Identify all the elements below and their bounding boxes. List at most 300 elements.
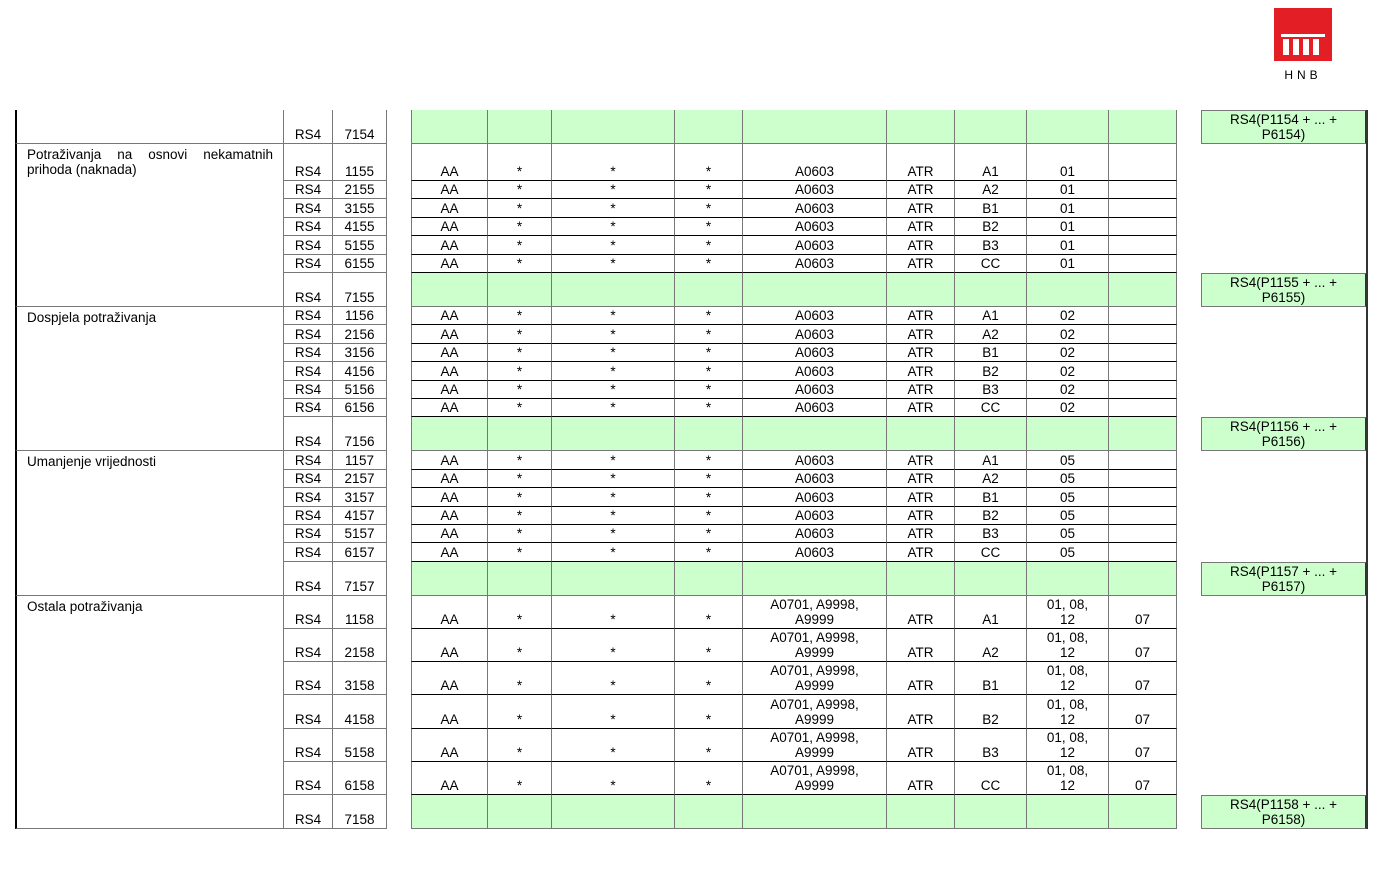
code-cell: 4158 <box>332 695 387 728</box>
star-2-cell: * <box>551 629 674 662</box>
atr-cell: ATR <box>886 381 954 399</box>
star-1-cell: * <box>487 362 551 380</box>
star-2-cell: * <box>551 399 674 417</box>
sector-cell: B2 <box>954 695 1026 728</box>
row-label <box>15 110 283 144</box>
star-2-cell: * <box>551 525 674 543</box>
sector-cell: B1 <box>954 199 1026 217</box>
instrument-cell: A0603 <box>742 399 886 417</box>
type-cell: AA <box>411 255 487 273</box>
atr-cell: ATR <box>886 596 954 629</box>
star-2-cell: * <box>551 507 674 525</box>
star-3-cell: * <box>674 381 742 399</box>
code-cell: 4156 <box>332 362 387 380</box>
type-cell: AA <box>411 236 487 254</box>
star-3-cell: * <box>674 307 742 325</box>
star-2-cell: * <box>551 218 674 236</box>
code-cell: 01, 08, 12 <box>1026 695 1108 728</box>
rs-cell: RS4 <box>283 507 332 525</box>
star-3-cell: * <box>674 218 742 236</box>
star-2-cell <box>551 417 674 451</box>
star-1-cell: * <box>487 218 551 236</box>
sector-cell: CC <box>954 543 1026 561</box>
sector-cell: A2 <box>954 629 1026 662</box>
rs-cell: RS4 <box>283 596 332 629</box>
extra-cell <box>1108 307 1177 325</box>
star-3-cell: * <box>674 662 742 695</box>
star-2-cell: * <box>551 596 674 629</box>
code-cell: 05 <box>1026 470 1108 488</box>
code-cell: 1156 <box>332 307 387 325</box>
rs-cell: RS4 <box>283 695 332 728</box>
instrument-cell <box>742 417 886 451</box>
atr-cell: ATR <box>886 662 954 695</box>
type-cell: AA <box>411 762 487 795</box>
extra-cell: 07 <box>1108 662 1177 695</box>
code-cell: 3157 <box>332 488 387 506</box>
star-1-cell: * <box>487 144 551 181</box>
star-1-cell: * <box>487 629 551 662</box>
extra-cell <box>1108 255 1177 273</box>
star-3-cell <box>674 562 742 596</box>
type-cell: AA <box>411 662 487 695</box>
star-1-cell: * <box>487 381 551 399</box>
type-cell: AA <box>411 362 487 380</box>
instrument-cell: A0603 <box>742 325 886 343</box>
rs-cell: RS4 <box>283 218 332 236</box>
star-1-cell: * <box>487 470 551 488</box>
star-3-cell: * <box>674 507 742 525</box>
sector-cell <box>954 795 1026 829</box>
sector-cell <box>954 110 1026 144</box>
code-cell: 7154 <box>332 110 387 144</box>
atr-cell: ATR <box>886 344 954 362</box>
star-3-cell: * <box>674 362 742 380</box>
atr-cell: ATR <box>886 181 954 199</box>
star-1-cell: * <box>487 543 551 561</box>
extra-cell: 07 <box>1108 729 1177 762</box>
extra-cell <box>1108 218 1177 236</box>
code-cell: 05 <box>1026 488 1108 506</box>
atr-cell: ATR <box>886 507 954 525</box>
atr-cell: ATR <box>886 488 954 506</box>
rs-cell: RS4 <box>283 629 332 662</box>
rs-cell: RS4 <box>283 255 332 273</box>
extra-cell <box>1108 199 1177 217</box>
code-cell: 01 <box>1026 199 1108 217</box>
instrument-cell: A0603 <box>742 218 886 236</box>
rs-cell: RS4 <box>283 362 332 380</box>
sector-cell: A2 <box>954 181 1026 199</box>
star-3-cell <box>674 273 742 307</box>
star-2-cell <box>551 273 674 307</box>
atr-cell: ATR <box>886 325 954 343</box>
type-cell: AA <box>411 199 487 217</box>
star-2-cell: * <box>551 662 674 695</box>
type-cell <box>411 273 487 307</box>
star-1-cell: * <box>487 344 551 362</box>
type-cell: AA <box>411 729 487 762</box>
code-cell: 1157 <box>332 451 387 469</box>
code-cell: 05 <box>1026 525 1108 543</box>
atr-cell: ATR <box>886 451 954 469</box>
atr-cell <box>886 110 954 144</box>
code-cell: 01 <box>1026 144 1108 181</box>
star-3-cell <box>674 795 742 829</box>
star-2-cell: * <box>551 344 674 362</box>
rs-cell: RS4 <box>283 236 332 254</box>
code-cell: 05 <box>1026 543 1108 561</box>
extra-cell <box>1108 488 1177 506</box>
star-3-cell: * <box>674 144 742 181</box>
type-cell: AA <box>411 629 487 662</box>
rs-cell: RS4 <box>283 562 332 596</box>
atr-cell: ATR <box>886 236 954 254</box>
extra-cell <box>1108 362 1177 380</box>
instrument-cell: A0701, A9998, A9999 <box>742 695 886 728</box>
extra-cell <box>1108 144 1177 181</box>
star-1-cell <box>487 417 551 451</box>
code-cell: 01 <box>1026 255 1108 273</box>
star-1-cell: * <box>487 181 551 199</box>
star-3-cell: * <box>674 488 742 506</box>
rs-cell: RS4 <box>283 381 332 399</box>
code-cell: 01, 08, 12 <box>1026 729 1108 762</box>
extra-cell <box>1108 525 1177 543</box>
instrument-cell: A0603 <box>742 344 886 362</box>
sector-cell: A1 <box>954 451 1026 469</box>
rs-cell: RS4 <box>283 273 332 307</box>
code-cell: 3158 <box>332 662 387 695</box>
star-1-cell: * <box>487 729 551 762</box>
instrument-cell <box>742 562 886 596</box>
extra-cell <box>1108 470 1177 488</box>
instrument-cell: A0701, A9998, A9999 <box>742 729 886 762</box>
rs-cell: RS4 <box>283 417 332 451</box>
rs-cell: RS4 <box>283 144 332 181</box>
rs-cell: RS4 <box>283 199 332 217</box>
sector-cell: B2 <box>954 362 1026 380</box>
rs-cell: RS4 <box>283 795 332 829</box>
extra-cell <box>1108 417 1177 451</box>
rs-cell: RS4 <box>283 344 332 362</box>
atr-cell: ATR <box>886 762 954 795</box>
code-cell: 01, 08, 12 <box>1026 762 1108 795</box>
star-3-cell: * <box>674 325 742 343</box>
rs-cell: RS4 <box>283 399 332 417</box>
atr-cell: ATR <box>886 525 954 543</box>
atr-cell: ATR <box>886 199 954 217</box>
instrument-cell: A0603 <box>742 181 886 199</box>
instrument-cell <box>742 110 886 144</box>
type-cell: AA <box>411 596 487 629</box>
extra-cell <box>1108 325 1177 343</box>
star-1-cell: * <box>487 399 551 417</box>
formula-cell: RS4(P1158 + ... + P6158) <box>1201 795 1367 829</box>
star-1-cell: * <box>487 451 551 469</box>
instrument-cell: A0603 <box>742 525 886 543</box>
extra-cell <box>1108 795 1177 829</box>
type-cell: AA <box>411 525 487 543</box>
type-cell: AA <box>411 399 487 417</box>
code-cell: 7157 <box>332 562 387 596</box>
star-3-cell: * <box>674 236 742 254</box>
code-cell: 02 <box>1026 325 1108 343</box>
star-1-cell <box>487 795 551 829</box>
star-2-cell <box>551 110 674 144</box>
atr-cell: ATR <box>886 695 954 728</box>
rs-cell: RS4 <box>283 525 332 543</box>
atr-cell: ATR <box>886 307 954 325</box>
star-1-cell: * <box>487 255 551 273</box>
type-cell: AA <box>411 470 487 488</box>
atr-cell: ATR <box>886 729 954 762</box>
star-3-cell: * <box>674 596 742 629</box>
instrument-cell: A0603 <box>742 488 886 506</box>
code-cell: 01 <box>1026 236 1108 254</box>
formula-cell: RS4(P1156 + ... + P6156) <box>1201 417 1367 451</box>
logo-text: HNB <box>1284 68 1322 82</box>
atr-cell <box>886 273 954 307</box>
star-3-cell: * <box>674 181 742 199</box>
row-label: Potraživanja na osnovi nekamatnih prihoda (naknada) <box>15 144 283 307</box>
code-cell: 2157 <box>332 470 387 488</box>
row-label: Ostala potraživanja <box>15 596 283 829</box>
instrument-cell: A0603 <box>742 307 886 325</box>
code-cell: 2158 <box>332 629 387 662</box>
hnb-logo <box>1274 8 1332 61</box>
code-cell: 01 <box>1026 181 1108 199</box>
type-cell <box>411 795 487 829</box>
code-cell <box>1026 417 1108 451</box>
star-3-cell <box>674 110 742 144</box>
instrument-cell <box>742 795 886 829</box>
sector-cell: B3 <box>954 236 1026 254</box>
instrument-cell: A0701, A9998, A9999 <box>742 596 886 629</box>
star-3-cell: * <box>674 199 742 217</box>
instrument-cell: A0701, A9998, A9999 <box>742 762 886 795</box>
rs-cell: RS4 <box>283 729 332 762</box>
code-cell: 7156 <box>332 417 387 451</box>
star-3-cell: * <box>674 451 742 469</box>
star-3-cell: * <box>674 695 742 728</box>
type-cell: AA <box>411 695 487 728</box>
code-cell: 01 <box>1026 218 1108 236</box>
star-3-cell: * <box>674 543 742 561</box>
extra-cell: 07 <box>1108 596 1177 629</box>
code-cell: 6157 <box>332 543 387 561</box>
star-3-cell: * <box>674 729 742 762</box>
sector-cell: A1 <box>954 596 1026 629</box>
code-cell <box>1026 795 1108 829</box>
instrument-cell: A0603 <box>742 255 886 273</box>
code-cell: 05 <box>1026 507 1108 525</box>
star-2-cell: * <box>551 451 674 469</box>
type-cell: AA <box>411 381 487 399</box>
extra-cell <box>1108 236 1177 254</box>
rs-cell: RS4 <box>283 470 332 488</box>
rs-cell: RS4 <box>283 307 332 325</box>
atr-cell: ATR <box>886 362 954 380</box>
star-3-cell: * <box>674 525 742 543</box>
star-1-cell: * <box>487 307 551 325</box>
star-3-cell <box>674 417 742 451</box>
type-cell: AA <box>411 144 487 181</box>
code-cell: 01, 08, 12 <box>1026 629 1108 662</box>
type-cell <box>411 417 487 451</box>
rs-cell: RS4 <box>283 488 332 506</box>
code-cell: 01, 08, 12 <box>1026 596 1108 629</box>
instrument-cell: A0603 <box>742 470 886 488</box>
extra-cell <box>1108 273 1177 307</box>
sector-cell <box>954 417 1026 451</box>
formula-cell: RS4(P1154 + ... + P6154) <box>1201 110 1367 144</box>
extra-cell: 07 <box>1108 695 1177 728</box>
star-2-cell: * <box>551 199 674 217</box>
atr-cell <box>886 417 954 451</box>
star-3-cell: * <box>674 344 742 362</box>
star-2-cell: * <box>551 181 674 199</box>
code-cell <box>1026 562 1108 596</box>
instrument-cell: A0603 <box>742 381 886 399</box>
code-cell: 5156 <box>332 381 387 399</box>
type-cell: AA <box>411 325 487 343</box>
instrument-cell: A0603 <box>742 451 886 469</box>
rs-cell: RS4 <box>283 543 332 561</box>
atr-cell <box>886 795 954 829</box>
code-cell: 5155 <box>332 236 387 254</box>
extra-cell: 07 <box>1108 762 1177 795</box>
code-cell: 7155 <box>332 273 387 307</box>
sector-cell: B3 <box>954 525 1026 543</box>
star-3-cell: * <box>674 629 742 662</box>
star-2-cell: * <box>551 325 674 343</box>
type-cell: AA <box>411 344 487 362</box>
code-cell: 3155 <box>332 199 387 217</box>
code-cell: 05 <box>1026 451 1108 469</box>
star-1-cell: * <box>487 762 551 795</box>
sector-cell: B3 <box>954 381 1026 399</box>
code-cell <box>1026 273 1108 307</box>
code-cell: 2156 <box>332 325 387 343</box>
code-cell: 02 <box>1026 307 1108 325</box>
star-2-cell: * <box>551 695 674 728</box>
extra-cell <box>1108 543 1177 561</box>
atr-cell: ATR <box>886 399 954 417</box>
code-cell: 6158 <box>332 762 387 795</box>
sector-cell: A2 <box>954 470 1026 488</box>
right-table-border <box>1366 110 1368 829</box>
code-cell: 02 <box>1026 344 1108 362</box>
star-2-cell: * <box>551 762 674 795</box>
star-1-cell: * <box>487 662 551 695</box>
extra-cell <box>1108 110 1177 144</box>
star-2-cell: * <box>551 236 674 254</box>
type-cell: AA <box>411 181 487 199</box>
star-1-cell: * <box>487 236 551 254</box>
rs-cell: RS4 <box>283 110 332 144</box>
instrument-cell: A0701, A9998, A9999 <box>742 629 886 662</box>
type-cell <box>411 562 487 596</box>
star-3-cell: * <box>674 762 742 795</box>
atr-cell: ATR <box>886 543 954 561</box>
instrument-cell: A0603 <box>742 507 886 525</box>
star-3-cell: * <box>674 399 742 417</box>
row-label: Dospjela potraživanja <box>15 307 283 451</box>
sector-cell: B1 <box>954 662 1026 695</box>
code-cell: 5158 <box>332 729 387 762</box>
extra-cell <box>1108 451 1177 469</box>
code-cell: 2155 <box>332 181 387 199</box>
extra-cell: 07 <box>1108 629 1177 662</box>
star-2-cell: * <box>551 729 674 762</box>
code-cell: 1155 <box>332 144 387 181</box>
sector-cell: A1 <box>954 144 1026 181</box>
star-2-cell: * <box>551 362 674 380</box>
star-2-cell: * <box>551 470 674 488</box>
sector-cell: B3 <box>954 729 1026 762</box>
code-cell <box>1026 110 1108 144</box>
code-cell: 02 <box>1026 381 1108 399</box>
star-3-cell: * <box>674 255 742 273</box>
sector-cell: CC <box>954 255 1026 273</box>
code-cell: 4157 <box>332 507 387 525</box>
instrument-cell <box>742 273 886 307</box>
type-cell: AA <box>411 218 487 236</box>
star-1-cell: * <box>487 199 551 217</box>
instrument-cell: A0603 <box>742 543 886 561</box>
atr-cell: ATR <box>886 218 954 236</box>
atr-cell: ATR <box>886 629 954 662</box>
code-cell: 6156 <box>332 399 387 417</box>
atr-cell: ATR <box>886 470 954 488</box>
star-2-cell <box>551 562 674 596</box>
atr-cell: ATR <box>886 255 954 273</box>
code-cell: 5157 <box>332 525 387 543</box>
rs-cell: RS4 <box>283 662 332 695</box>
sector-cell <box>954 273 1026 307</box>
code-cell: 3156 <box>332 344 387 362</box>
sector-cell: A2 <box>954 325 1026 343</box>
atr-cell <box>886 562 954 596</box>
star-2-cell: * <box>551 144 674 181</box>
code-cell: 01, 08, 12 <box>1026 662 1108 695</box>
code-cell: 02 <box>1026 362 1108 380</box>
instrument-cell: A0603 <box>742 199 886 217</box>
formula-cell: RS4(P1157 + ... + P6157) <box>1201 562 1367 596</box>
star-1-cell: * <box>487 695 551 728</box>
rs-cell: RS4 <box>283 181 332 199</box>
type-cell: AA <box>411 543 487 561</box>
rs-cell: RS4 <box>283 325 332 343</box>
code-cell: 1158 <box>332 596 387 629</box>
instrument-cell: A0701, A9998, A9999 <box>742 662 886 695</box>
instrument-cell: A0603 <box>742 362 886 380</box>
code-cell: 4155 <box>332 218 387 236</box>
atr-cell: ATR <box>886 144 954 181</box>
extra-cell <box>1108 344 1177 362</box>
star-1-cell: * <box>487 525 551 543</box>
extra-cell <box>1108 399 1177 417</box>
formula-cell: RS4(P1155 + ... + P6155) <box>1201 273 1367 307</box>
star-1-cell <box>487 110 551 144</box>
type-cell: AA <box>411 307 487 325</box>
sector-cell: B1 <box>954 488 1026 506</box>
star-2-cell: * <box>551 255 674 273</box>
type-cell <box>411 110 487 144</box>
extra-cell <box>1108 562 1177 596</box>
star-1-cell: * <box>487 596 551 629</box>
